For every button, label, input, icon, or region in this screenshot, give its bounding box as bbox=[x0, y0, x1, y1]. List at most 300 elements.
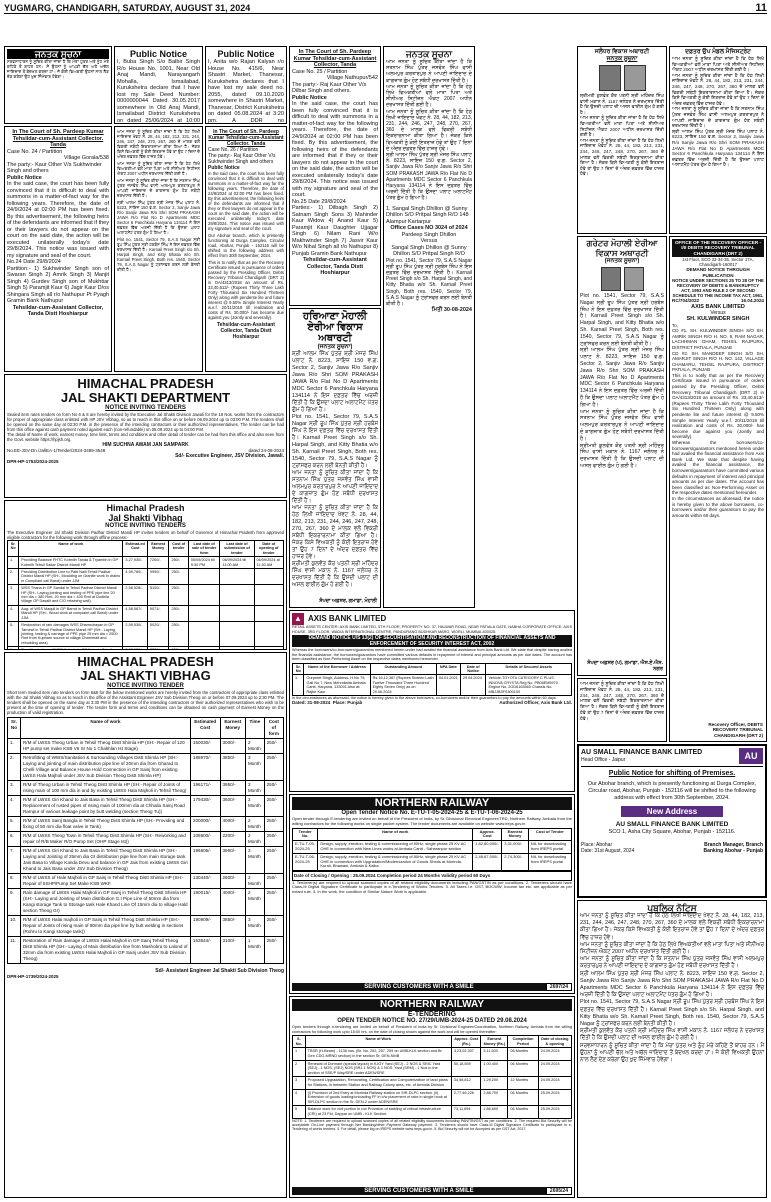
notice-body: ਸ਼੍ਰੀ ਆਲਮ ਸਿੰਘ ਪੁੱਤਰ ਸ਼੍ਰੀ ਮੇਜਰ ਸਿੰਘ ਪਲਾਟ ਨੰ. 8223, ਸਾਇਜ਼ 150 ਵ.ਗ. Sector 2, Sanjiv Jawa R/o Sanjiv Jawa R/o Shri SOM PRAKASH JAWA R/o Flat No D Apartments MDC Sector 6 Panchkula Haryana 134114 ਨੇ ਇਸ ਦਫ਼ਤਰ ਵਿੱਚ ਅਰਜ਼ੀ ਦਿੱਤੀ ਹੈ ਕਿ ਉਸਦਾ ਪਲਾਟ ਅਲਾਟਮੈਂਟ ਪੱਤਰ ਗੁੰਮ ਹੋ ਗਿਆ ਹੈ। bbox=[292, 351, 378, 413]
date-line: No.24 Date 29/8/2024 bbox=[7, 259, 61, 265]
drt-cd2: CD #2. SH. MANDEEP SINGH S/O SH. AMARJIT SINGH R/O H. NO. 142, VILLAGE CHAMARU, TEHSIL RAJPURA, DISTRICT PATIALA, PUNJAB bbox=[672, 350, 764, 373]
nr1-cell: E-TU-T-06-2024-25 bbox=[293, 853, 318, 870]
axis-col-header: Details of Secured Assets bbox=[486, 663, 572, 675]
nr-intro: Open tenders through e-tendering are invited on behalf of President of India by Sr. Divisional Engineer/Coordination, Northern Railway, Ambala from the willing contractors for following work upto 15:00 hrs. on the date of closing shown against the work and will be opened thereafter: bbox=[292, 1025, 572, 1034]
notice-body-3: ਆਮ ਜਨਤਾ ਨੂੰ ਸੂਚਿਤ ਕੀਤਾ ਜਾਂਦਾ ਹੈ ਕਿ ਹੇਠ ਲਿਖੀ ਜਾਇਦਾਦ ਖੇਵਟ ਨੰ. 28, 44, 182, 213, 231, 244, 246, 247, 248, 270, 267, 360 ਦੇ ਮਾਲਕ ਵਲੋਂ ਵਿਕਰੀ ਸਬੰਧੀ ਇਕਰਾਰਨਾਮਾ ਕੀਤਾ ਗਿਆ ਹੈ। ਜੇਕਰ ਕਿਸੇ ਵਿਅਕਤੀ ਨੂੰ ਕੋਈ ਇਤਰਾਜ਼ ਹੋਵੇ ਤਾਂ ਉਹ 7 ਦਿਨਾਂ ਦੇ ਅੰਦਰ ਦਫ਼ਤਰ ਵਿੱਚ ਹਾਜ਼ਰ ਹੋਵੇ। bbox=[580, 137, 664, 177]
notice-title: ਜਲੰਧਰ ਵਿਕਾਸ ਅਥਾਰਟੀ bbox=[594, 49, 650, 55]
nr2-cell: 06 Months bbox=[508, 1106, 538, 1118]
nr2-cell: 2,77,46,226 bbox=[451, 1089, 481, 1106]
hp2-cell: Aug. of WSS Maquil in GP Barrot in Tehsil Padhar District Mandi HP (SH:- Wood work at complaint call Barot) under JJM. bbox=[19, 605, 123, 621]
hp3-cell: 150030/- bbox=[190, 739, 220, 754]
signature: Tehsildar-cum-Assistant Collector, Tanda Distt Hoshiarpur bbox=[303, 257, 367, 276]
nr2-col-header: Approx. Cost (Rs.) bbox=[451, 1036, 481, 1048]
hp3-col-header: Sr. No bbox=[8, 718, 21, 739]
nr2-cell: 50,18,559 bbox=[451, 1060, 481, 1077]
notice-title: ਹਰਿਆਣਾ ਮੋਹਾਲੀ ਏਰੀਆ ਵਿਕਾਸ ਅਥਾਰਟੀ bbox=[303, 311, 367, 344]
hp2-row bbox=[8, 605, 284, 621]
court-notice-tanda-case-26 bbox=[205, 126, 287, 372]
notice-intro: Short term Sealed item rate tenders on form 6&8 for the below mentioned works are hereby invited from the contractors of appropriate class enlisted with the Jal Shakti Vibhag so as to reach in the office of the Assistant Engineer JSV Sub Division Theog on or before 07.09.2024 up to 2:30 PM. The tenders shall be opened on the same day at 3:30 PM in the presence of the intending contractors or their authorized representatives who wish to be present at the time of opening of tender. The tender form and terms and conditions can be obtained on cash payment of Earnest Money on the production of valid registration. bbox=[7, 690, 284, 715]
hp2-cell: 5. bbox=[8, 622, 19, 647]
nr2-cell: 12 Months bbox=[508, 1077, 538, 1089]
notice-sub: ਜਨਤਕ ਸੂਚਨਾ bbox=[606, 56, 638, 62]
notice-title-3: NOTICE INVITING TENDER bbox=[107, 683, 184, 689]
nr2-row bbox=[293, 1048, 572, 1060]
notice-body: Plot no. 1541, Sector 79, S.A.S Nagar ਸ੍ਰੀ ਰੂਪ ਸਿੰਘ ਪੁੱਤਰ ਸ੍ਰੀ ਹਰਬੰਸ ਸਿੰਘ ਨੇ ਇਸ ਦਫ਼ਤਰ ਵਿੱਚ ਦਰਖਾਸਤ ਦਿੱਤੀ ਹੈ। Karnail Preet Singh s/o Sh. Harpal Singh, and Kitty Bhatia w/o Sh. Karnail Preet Singh, Both res. 1540, Sector 79, S.A.S Nagar ਨੂੰ ਟ੍ਰਾਂਸਫਰ ਕਰਨ ਲਈ ਬੇਨਤੀ ਕੀਤੀ ਹੈ। bbox=[580, 293, 664, 347]
nr2-cell: 1,86,600 bbox=[481, 1106, 508, 1118]
hp3-cell: 3 Month bbox=[245, 916, 264, 937]
hp3-cell: 3850/- bbox=[220, 754, 245, 781]
hp2-col-header: Name of work bbox=[19, 541, 123, 557]
punjabi-court-notice bbox=[114, 126, 203, 372]
axis-cell: Gurpreet Singh, Address- H.No 79, Gali No 7, New Mehndiatta Ambala Cantt, Haryana, 133001 Also at: Rajbir Kaur bbox=[304, 675, 370, 696]
hp2-cell: 250/- bbox=[169, 557, 188, 569]
hp2-col-header: Earnest Money bbox=[147, 541, 169, 557]
persons-list: Parties:- 1) Dilbagh Singh 2) Satnam Singh Sons 3) Mahinder Kaur Widow 4) Anand Kaur 5) Paramjit Kaur Daughter Ujjagar Singh 6) Nilam Rani W/o Makhwinder Singh 7) Jasvir Kaur W/o Nihal Singh all r/o Nathupur 8) Punjab Gramin Bank Nathupur bbox=[292, 205, 378, 257]
parties: The party:- Raj Kaur Other V/s Sukhwinder Singh and others bbox=[208, 153, 276, 165]
nr2-cell: 2 bbox=[293, 1060, 306, 1077]
hp3-row bbox=[8, 874, 284, 889]
hp2-cell: 06/09/2024 till 11:00 AM bbox=[220, 557, 254, 569]
notice-body-2: Plot no. 1541, Sector 79, S.A.S Nagar ਸ੍ਰੀ ਰੂਪ ਸਿੰਘ ਪੁੱਤਰ ਸ੍ਰੀ ਹਰਬੰਸ ਸਿੰਘ ਨੇ ਇਸ ਦਫ਼ਤਰ ਵਿੱਚ ਦਰਖਾਸਤ ਦਿੱਤੀ ਹੈ। Karnail Preet Singh s/o Sh. Harpal Singh, and Kitty Bhatia w/o Sh. Karnail Preet Singh, Both res. 1540, Sector 79, S.A.S Nagar ਨੂੰ ਟ੍ਰਾਂਸਫਰ ਕਰਨ ਲਈ ਬੇਨਤੀ ਕੀਤੀ ਹੈ। bbox=[292, 414, 378, 469]
hp3-cell: 4000/- bbox=[220, 889, 245, 916]
notice-body: ਸ਼੍ਰੀਮਤੀ ਕੁਲਵੰਤ ਕੌਰ ਪਤਨੀ ਸ਼੍ਰੀ ਮਹਿੰਦਰ ਸਿੰਘ ਵਾਸੀ ਮਕਾਨ ਨੰ. 1167 ਜਲੰਧਰ ਨੇ ਦਰਖਾਸਤ ਦਿੱਤੀ ਹੈ ਕਿ ਉਸਦੀ ਪਲਾਟ ਦੀ ਅਸਲ ਫਾਈਲ ਗੁੰਮ ਹੋ ਗਈ ਹੈ। bbox=[580, 93, 664, 115]
date-line: No.25 Date 29/8/2024 bbox=[292, 198, 346, 205]
hp3-cell: 130440/- bbox=[190, 874, 220, 889]
nr-tender-table bbox=[292, 828, 572, 872]
nr2-cell: 06 Months bbox=[508, 1060, 538, 1077]
signature: Sd/- Assistant Engineer Jal Shakti Sub Division Theog bbox=[155, 968, 284, 974]
nr-tender-table bbox=[292, 1035, 572, 1118]
notice-title: ਪਬਲਿਕ ਨੋਟਿਸ bbox=[647, 903, 697, 913]
hp3-cell: 2600/- bbox=[220, 874, 245, 889]
ref-date: dated 24-08-2024 bbox=[248, 448, 284, 453]
axis-date: Dated: 31-08-2024 bbox=[292, 700, 331, 706]
nr2-cell: (i) Provision of 2nd Entry at Morinda Railway station on SIR-DLPC section. (ii) Extension of goods loading/unloading FF in c/w placement of rake in single hook at SIR-DLPC section in the Sr. DEN-2 under ADEN/SRE bbox=[305, 1089, 451, 1106]
hp3-cell: R/M of LWSS of Hale Majholi in GP Sainj in Tehsil Theog Distt Shimla HP (SH:- Repair of 5SHP/Pump Set Make KSB WKF. bbox=[20, 874, 190, 889]
au-title: Public Notice for shifting of Premises. bbox=[608, 770, 736, 777]
hp2-cell: 9071/- bbox=[147, 605, 169, 621]
notice-body-2: ਆਮ ਜਨਤਾ ਨੂੰ ਸੂਚਿਤ ਕੀਤਾ ਜਾਂਦਾ ਹੈ ਕਿ ਹੇਠ ਲਿਖੀ ਜਾਇਦਾਦ ਖੇਵਟ ਨੰ. 28, 44, 182, 213, 231, 244, 246, 247, 248, 270, 267, 360 ਦੇ ਮਾਲਕ ਵਲੋਂ ਵਿਕਰੀ ਸਬੰਧੀ ਇਕਰਾਰਨਾਮਾ ਕੀਤਾ ਗਿਆ ਹੈ। ਜੇਕਰ ਕਿਸੇ ਵਿਅਕਤੀ ਨੂੰ ਕੋਈ ਇਤਰਾਜ਼ ਹੋਵੇ ਤਾਂ ਉਹ 7 ਦਿਨਾਂ ਦੇ ਅੰਦਰ ਦਫ਼ਤਰ ਵਿੱਚ ਹਾਜ਼ਰ ਹੋਵੇ। bbox=[672, 72, 764, 106]
hp3-cell: R/M of Theog Urban in Tehsil Theog Distt Shimla HP (SH:- Repair of Joints of rising main of 100 mm dia in and by existing LWSS Hala Majholi in Tehsil Theog) bbox=[20, 781, 190, 796]
punjabi-public-notice-bottom-right bbox=[577, 900, 767, 1198]
hp3-cell: R/M of LWSS Sainj Bangla in Tehsil Theog Distt Shimla HP (SH:- Providing and fixing of 50 mm dia float valve in Tank) bbox=[20, 817, 190, 832]
hp2-cell: 2,58,528/- bbox=[123, 585, 147, 606]
hp3-cell: 200000/- bbox=[190, 817, 220, 832]
notice-body: ਆਮ ਜਨਤਾ ਨੂੰ ਸੂਚਿਤ ਕੀਤਾ ਜਾਂਦਾ ਹੈ ਕਿ ਹੇਠ ਲਿਖੀ ਜਾਇਦਾਦ ਖੇਵਟ ਨੰ. 28, 44, 182, 213, 231, 244, 246, 247, 248, 270, 267, 360 ਦੇ ਮਾਲਕ ਵਲੋਂ ਵਿਕਰੀ ਸਬੰਧੀ ਇਕਰਾਰਨਾਮਾ ਕੀਤਾ ਗਿਆ ਹੈ। ਜੇਕਰ ਕਿਸੇ ਵਿਅਕਤੀ ਨੂੰ ਕੋਈ ਇਤਰਾਜ਼ ਹੋਵੇ ਤਾਂ ਉਹ 7 ਦਿਨਾਂ ਦੇ ਅੰਦਰ ਦਫ਼ਤਰ ਵਿੱਚ ਹਾਜ਼ਰ ਹੋਵੇ। bbox=[117, 129, 200, 159]
public-notice-buba-singh bbox=[114, 46, 203, 124]
signature: Tehsildar-cum-Assistant Collector, Tanda Distt Hoshiarpur bbox=[12, 304, 104, 317]
notice-subtitle: (ਜਨਤਕ ਸੂਚਨਾ) bbox=[604, 258, 640, 264]
notice-body-5: Plot no. 1541, Sector 79, S.A.S Nagar ਸ੍ਰੀ ਰੂਪ ਸਿੰਘ ਪੁੱਤਰ ਸ੍ਰੀ ਹਰਬੰਸ ਸਿੰਘ ਨੇ ਇਸ ਦਫ਼ਤਰ ਵਿੱਚ ਦਰਖਾਸਤ ਦਿੱਤੀ ਹੈ। Karnail Preet Singh s/o Sh. Harpal Singh, and Kitty Bhatia w/o Sh. Karnail Preet Singh, Both res. 1540, Sector 79, S.A.S Nagar ਨੂੰ ਟ੍ਰਾਂਸਫਰ ਕਰਨ ਲਈ ਬੇਨਤੀ ਕੀਤੀ ਹੈ। bbox=[580, 999, 764, 1028]
hp3-row bbox=[8, 916, 284, 937]
notice-body: ਸਰਵਸਾਧਾਰਨ ਨੂੰ ਸੂਚਿਤ ਕੀਤਾ ਜਾਂਦਾ ਹੈ ਕਿ ਮੇਰਾ ਪੁੱਤਰ ਅਤੇ ਨੂੰਹ ਮੇਰੇ ਕਹਿਣੇ ਤੋਂ ਬਾਹਰ ਹਨ। ਮੈਂ ਉਹਨਾਂ ਨੂੰ ਆਪਣੀ ਚੱਲ ਅਤੇ ਅਚੱਲ ਜਾਇਦਾਦ ਤੋਂ ਬੇਦਖਲ ਕਰਦਾ ਹਾਂ। ਜੇ ਕੋਈ ਵਿਅਕਤੀ ਉਹਨਾਂ ਨਾਲ ਲੈਣ ਦੇਣ ਕਰੇਗਾ ਉਹ ਖੁਦ ਜਿੰਮੇਵਾਰ ਹੋਵੇਗਾ। bbox=[7, 59, 109, 79]
hp3-cell: 3950/- bbox=[220, 781, 245, 796]
northern-railway-tender-1 bbox=[289, 794, 575, 994]
hp2-cell bbox=[188, 585, 220, 606]
hp2-cell bbox=[220, 585, 254, 606]
au-bank-name: AU SMALL FINANCE BANK LIMITED bbox=[581, 748, 703, 756]
person-photo bbox=[624, 65, 646, 91]
nr2-cell: 2,88,700 bbox=[481, 1089, 508, 1106]
notice-body-5: Plot no. 1541, Sector 79, S.A.S Nagar ਸ੍ਰੀ ਰੂਪ ਸਿੰਘ ਪੁੱਤਰ ਸ੍ਰੀ ਹਰਬੰਸ ਸਿੰਘ ਨੇ ਇਸ ਦਫ਼ਤਰ ਵਿੱਚ ਦਰਖਾਸਤ ਦਿੱਤੀ ਹੈ। Karnail Preet Singh s/o Sh. Harpal Singh, and Kitty Bhatia w/o Sh. Karnail Preet Singh, Both res. 1540, Sector 79, S.A.S Nagar ਨੂੰ ਟ੍ਰਾਂਸਫਰ ਕਰਨ ਲਈ ਬੇਨਤੀ ਕੀਤੀ ਹੈ। bbox=[117, 237, 200, 272]
axis-row bbox=[293, 675, 572, 696]
drt-date: 16.04.2024 bbox=[741, 298, 764, 304]
nr2-row bbox=[293, 1089, 572, 1106]
signature: Sd/- Executive Engineer, JSV Division, Jawali. bbox=[175, 453, 284, 460]
notice-body-7: ਸਰਵਸਾਧਾਰਨ ਨੂੰ ਸੂਚਿਤ ਕੀਤਾ ਜਾਂਦਾ ਹੈ ਕਿ ਮੇਰਾ ਪੁੱਤਰ ਅਤੇ ਨੂੰਹ ਮੇਰੇ ਕਹਿਣੇ ਤੋਂ ਬਾਹਰ ਹਨ। ਮੈਂ ਉਹਨਾਂ ਨੂੰ ਆਪਣੀ ਚੱਲ ਅਤੇ ਅਚੱਲ ਜਾਇਦਾਦ ਤੋਂ ਬੇਦਖਲ ਕਰਦਾ ਹਾਂ। ਜੇ ਕੋਈ ਵਿਅਕਤੀ ਉਹਨਾਂ ਨਾਲ ਲੈਣ ਦੇਣ ਕਰੇਗਾ ਉਹ ਖੁਦ ਜਿੰਮੇਵਾਰ ਹੋਵੇਗਾ। bbox=[580, 1042, 764, 1064]
nr1-row bbox=[293, 841, 572, 854]
nr1-row bbox=[293, 853, 572, 870]
office-case: Office Cases NO 3024 of 2024 bbox=[390, 225, 468, 232]
notice-body-2: ਆਮ ਜਨਤਾ ਨੂੰ ਸੂਚਿਤ ਕੀਤਾ ਜਾਂਦਾ ਹੈ ਕਿ ਹੇਠ ਲਿਖੇ ਵਿਅਕਤੀਆਂ ਵਲੋਂ ਮਾਤਾ ਪਿਤਾ ਅਤੇ ਸੀਨੀਅਰ ਸਿਟੀਜ਼ਨ ਐਕਟ 2007 ਅਧੀਨ ਦਰਖਾਸਤ ਦਿੱਤੀ ਗਈ ਹੈ। bbox=[580, 115, 664, 138]
nr1-cell: Design, supply, erection, testing & commissioning of 80Hz, single phase 25 KV AC OHE in connection with New Lines works at Ambala Cantt - Saharanpur section bbox=[318, 841, 473, 854]
hp3-cell: R/M of LWSS Theog Urban in Tehsil Theog Distt Shimla HP (SH:- Repair of 120 HP pump set make KSB V6 Sr No 1 Chakhlan Ist Stage) bbox=[20, 739, 190, 754]
nr-title-2: E-TENDERING bbox=[407, 1011, 457, 1018]
court-notice-tanda-case-24 bbox=[4, 126, 112, 372]
hp2-cell bbox=[19, 647, 123, 650]
notice-body: ਆਮ ਜਨਤਾ ਨੂੰ ਸੂਚਿਤ ਕੀਤਾ ਜਾਂਦਾ ਹੈ ਕਿ ਸਤਨਾਮ ਸਿੰਘ ਪੁੱਤਰ ਜਸਵੰਤ ਸਿੰਘ ਵਾਸੀ ਅਲਮਪੁਰ ਕਰਤਾਰਪੁਰ ਨੇ ਆਪਣੀ ਜਾਇਦਾਦ ਦੇ ਕਾਗਜ਼ਾਤ ਗੁੰਮ ਹੋਣ ਸਬੰਧੀ ਦਰਖਾਸਤ ਦਿੱਤੀ ਹੈ। bbox=[386, 59, 472, 84]
nr-subtitle: Open Tender Notice No. E-TU-T-05-2024-25 & E-TU-T-06-2024-25 bbox=[341, 810, 523, 816]
hp2-cell bbox=[188, 647, 220, 650]
notice-body-2: ਆਮ ਜਨਤਾ ਨੂੰ ਸੂਚਿਤ ਕੀਤਾ ਜਾਂਦਾ ਹੈ ਕਿ ਹੇਠ ਲਿਖੇ ਵਿਅਕਤੀਆਂ ਵਲੋਂ ਮਾਤਾ ਪਿਤਾ ਅਤੇ ਸੀਨੀਅਰ ਸਿਟੀਜ਼ਨ ਐਕਟ 2007 ਅਧੀਨ ਦਰਖਾਸਤ ਦਿੱਤੀ ਗਈ ਹੈ। bbox=[580, 941, 764, 956]
punjabi-notice-top-left bbox=[4, 46, 112, 124]
notice-title-2: JAL SHAKTI DEPARTMENT bbox=[60, 390, 231, 405]
hp3-cell: R/M of LWSS Giri Khand to Jais Basa in Tehsil Theog Distt Shimla HP (SH:- Replacement of rusted pipes of rising main of 100mm dia at Chhaila Sainj Road Rampur of various leakage point by butt welding (section Theog Tu)) bbox=[20, 796, 190, 817]
notice-body-3: ਆਮ ਜਨਤਾ ਨੂੰ ਸੂਚਿਤ ਕੀਤਾ ਜਾਂਦਾ ਹੈ ਕਿ ਸਤਨਾਮ ਸਿੰਘ ਪੁੱਤਰ ਜਸਵੰਤ ਸਿੰਘ ਵਾਸੀ ਅਲਮਪੁਰ ਕਰਤਾਰਪੁਰ ਨੇ ਆਪਣੀ ਜਾਇਦਾਦ ਦੇ ਕਾਗਜ਼ਾਤ ਗੁੰਮ ਹੋਣ ਸਬੰਧੀ ਦਰਖਾਸਤ ਦਿੱਤੀ ਹੈ। bbox=[580, 408, 664, 442]
nr2-cell: 5 bbox=[293, 1106, 306, 1118]
respondent: Sangal Singh Dhillon @ Sunny Dhillon S/O Pritpal Singh R/O bbox=[391, 244, 467, 258]
nr2-col-header: Earnest Money (Rs.) bbox=[481, 1036, 508, 1048]
nr2-row bbox=[293, 1060, 572, 1077]
court-body: In the said case, the court has been fully convinced that it is difficult to deal with summons in a matter-of-fact way for the following years. Therefore, the date of 24/9/2024 at 02:00 PM has been fixed. By this advertisement, the following heirs of the defendants are informed that if they or their lawyers do not appear on the court on the said date, the action will be executed unilaterally today's date 29/8/2024. This notice was issued with my signature and seal of the court. bbox=[7, 181, 109, 259]
hp3-cell: 4000/- bbox=[220, 817, 245, 832]
hp2-row bbox=[8, 622, 284, 647]
notice-body-4: ਸ਼੍ਰੀ ਆਲਮ ਸਿੰਘ ਪੁੱਤਰ ਸ਼੍ਰੀ ਮੇਜਰ ਸਿੰਘ ਪਲਾਟ ਨੰ. 8223, ਸਾਇਜ਼ 150 ਵ.ਗ. Sector 2, Sanjiv Jawa R/o Sanjiv Jawa R/o Shri SOM PRAKASH JAWA R/o Flat No D Apartments MDC Sector 6 Panchkula Haryana 134114 ਨੇ ਇਸ ਦਫ਼ਤਰ ਵਿੱਚ ਅਰਜ਼ੀ ਦਿੱਤੀ ਹੈ ਕਿ ਉਸਦਾ ਪਲਾਟ ਅਲਾਟਮੈਂਟ ਪੱਤਰ ਗੁੰਮ ਹੋ ਗਿਆ ਹੈ। bbox=[580, 970, 764, 999]
hp2-cell: 3,27,930/- bbox=[123, 557, 147, 569]
hp2-cell: 2,59,530/- bbox=[123, 622, 147, 647]
hp2-cell bbox=[169, 647, 188, 650]
hp3-cell: 250/- bbox=[264, 874, 283, 889]
hp2-row bbox=[8, 557, 284, 569]
nr2-col-header: Date of closing & opening bbox=[538, 1036, 571, 1048]
axis-cell: 1. bbox=[293, 675, 304, 696]
hp3-cell: 3600/- bbox=[220, 796, 245, 817]
nr-subtitle: OPEN TENDER NOTICE NO. 27/29/UMB-2024-25 DATED 29.08.2024 bbox=[337, 1018, 527, 1024]
notice-body-5: Plot no. 1541, Sector 79, S.A.S Nagar ਸ੍ਰੀ ਰੂਪ ਸਿੰਘ ਪੁੱਤਰ ਸ੍ਰੀ ਹਰਬੰਸ ਸਿੰਘ ਨੇ ਇਸ ਦਫ਼ਤਰ ਵਿੱਚ ਦਰਖਾਸਤ ਦਿੱਤੀ ਹੈ। Karnail Preet Singh s/o Sh. Harpal Singh, and Kitty Bhatia w/o Sh. Karnail Preet Singh, Both res. 1540, Sector 79, S.A.S Nagar ਨੂੰ ਟ੍ਰਾਂਸਫਰ ਕਰਨ ਲਈ ਬੇਨਤੀ ਕੀਤੀ ਹੈ। bbox=[386, 257, 472, 308]
nr-code: 2695/24 bbox=[546, 1187, 572, 1195]
hp3-col-header: Estimated Cost bbox=[190, 718, 220, 739]
hp2-cell: 3. bbox=[8, 585, 19, 606]
hp3-cell: 2. bbox=[8, 754, 21, 781]
northern-railway-tender-2 bbox=[289, 996, 575, 1198]
punjabi-legal-notice-col5 bbox=[383, 46, 475, 608]
parties: The party:- Raj Kaur Other V/s Dilbar Singh and others. bbox=[292, 81, 367, 94]
hp2-cell: 5020/- bbox=[147, 622, 169, 647]
nr2-cell: 4 bbox=[293, 1089, 306, 1106]
hp3-cell: 188970/- bbox=[190, 754, 220, 781]
hp3-cell: Retrofitting of WWS/Sanitation & Surrounding Villages Distt Shimla HP (SH:- Laying and jointing of main distribution pipe line of 20mm dia from Gharad to Chelli Village and Balance House Hold Connection in GP Sainj from existing LWSS Hala Majholi under JSV Sub Division Theog Distt Shimla HP) bbox=[20, 754, 190, 781]
nr-title: NORTHERN RAILWAY bbox=[292, 797, 572, 810]
hp3-cell: 250/- bbox=[264, 817, 283, 832]
nr2-col-header: Completion Period bbox=[508, 1036, 538, 1048]
hp3-cell: 3 Month bbox=[245, 847, 264, 874]
axis-cell: Rs.16,12,387 (Rupees Sixteen Lakh Twelve Thousand Three Hundred Eighty Seven Only) as on 29.06.2024 bbox=[370, 675, 436, 696]
hp3-cell: 250/- bbox=[264, 847, 283, 874]
court-body-3: This is to notify that as per the Recovery Certificate issued in pursuance of orders passed by the Presiding Officer, Debts Recovery Tribunal Chandigarh (DRT 2) in OA/4313/2018 an amount of Rs. 33,40,613/- (Rupees Thirty Three Lakh Forty Thousand Six Hundred Thirteen Only) along with pendente lite and future interest @ 9.50% Simple Interest Yearly w.e.f. 20/11/2018 till realization and costs of Rs. 30,000/- has become due against you (Jointly and severally). bbox=[208, 260, 284, 320]
court-notice-tanda-case-25 bbox=[289, 46, 381, 306]
gmada-notice bbox=[577, 236, 667, 676]
public-notice-anita bbox=[205, 46, 287, 124]
dpr-code: DPR-HP-1739/2024-2025 bbox=[7, 974, 59, 979]
hp3-cell: 2 Month bbox=[245, 796, 264, 817]
hp3-row bbox=[8, 832, 284, 847]
hp2-cell: 2. bbox=[8, 569, 19, 585]
au-bank-sub: Head Office - Jaipur bbox=[581, 757, 626, 764]
axis-col-header: Sr. No bbox=[293, 663, 304, 675]
notice-title-1: HIMACHAL PRADESH bbox=[77, 654, 214, 669]
notice-body: ਆਮ ਜਨਤਾ ਨੂੰ ਸੂਚਿਤ ਕੀਤਾ ਜਾਂਦਾ ਹੈ ਕਿ ਹੇਠ ਲਿਖੀ ਜਾਇਦਾਦ ਖੇਵਟ ਨੰ. 28, 44, 182, 213, 231, 244, 246, 247, 248, 270, 267, 360 ਦੇ ਮਾਲਕ ਵਲੋਂ ਵਿਕਰੀ ਸਬੰਧੀ ਇਕਰਾਰਨਾਮਾ ਕੀਤਾ ਗਿਆ ਹੈ। ਜੇਕਰ ਕਿਸੇ ਵਿਅਕਤੀ ਨੂੰ ਕੋਈ ਇਤਰਾਜ਼ ਹੋਵੇ ਤਾਂ ਉਹ 7 ਦਿਨਾਂ ਦੇ ਅੰਦਰ ਦਫ਼ਤਰ ਵਿੱਚ ਹਾਜ਼ਰ ਹੋਵੇ। bbox=[580, 913, 764, 941]
nr1-col-header: Earnest Money bbox=[502, 828, 529, 841]
nr1-cell: Design, supply, erection, testing & commissioning of 80Hz, single phase 25 KV AC OHE in connection with Upgradation/Modernization of Goods Sheds at Morinda, Kurali, Bhawani, Ambala & Kalka bbox=[318, 853, 473, 870]
hp-jal-shakti-notice-padhar bbox=[4, 500, 287, 650]
hp3-cell: 3950/- bbox=[220, 847, 245, 874]
notice-body: ਆਮ ਜਨਤਾ ਨੂੰ ਸੂਚਿਤ ਕੀਤਾ ਜਾਂਦਾ ਹੈ ਕਿ ਹੇਠ ਲਿਖੀ ਜਾਇਦਾਦ ਖੇਵਟ ਨੰ. 28, 44, 182, 213, 231, 244, 246, 247, 248, 270, 267, 360 ਦੇ ਮਾਲਕ ਵਲੋਂ ਵਿਕਰੀ ਸਬੰਧੀ ਇਕਰਾਰਨਾਮਾ ਕੀਤਾ ਗਿਆ ਹੈ। ਜੇਕਰ ਕਿਸੇ ਵਿਅਕਤੀ ਨੂੰ ਕੋਈ ਇਤਰਾਜ਼ ਹੋਵੇ ਤਾਂ ਉਹ 7 ਦਿਨਾਂ ਦੇ ਅੰਦਰ ਦਫ਼ਤਰ ਵਿੱਚ ਹਾਜ਼ਰ ਹੋਵੇ। bbox=[580, 681, 664, 721]
hp2-cell: 4,99,780/- bbox=[123, 569, 147, 585]
nr2-cell: 1,29,200 bbox=[481, 1077, 508, 1089]
hp2-cell bbox=[254, 622, 283, 647]
nr2-cell: 1,00,400 bbox=[481, 1060, 508, 1077]
hp3-cell: 6. bbox=[8, 832, 21, 847]
notice-body-3: ਆਮ ਜਨਤਾ ਨੂੰ ਸੂਚਿਤ ਕੀਤਾ ਜਾਂਦਾ ਹੈ ਕਿ ਹੇਠ ਲਿਖੀ ਜਾਇਦਾਦ ਖੇਵਟ ਨੰ. 28, 44, 182, 213, 231, 244, 246, 247, 248, 270, 267, 360 ਦੇ ਮਾਲਕ ਵਲੋਂ ਵਿਕਰੀ ਸਬੰਧੀ ਇਕਰਾਰਨਾਮਾ ਕੀਤਾ ਗਿਆ ਹੈ। ਜੇਕਰ ਕਿਸੇ ਵਿਅਕਤੀ ਨੂੰ ਕੋਈ ਇਤਰਾਜ਼ ਹੋਵੇ ਤਾਂ ਉਹ 7 ਦਿਨਾਂ ਦੇ ਅੰਦਰ ਦਫ਼ਤਰ ਵਿੱਚ ਹਾਜ਼ਰ ਹੋਵੇ। bbox=[386, 108, 472, 152]
hp3-cell: 10. bbox=[8, 916, 21, 937]
nr2-cell: 25.09.2024 bbox=[538, 1106, 571, 1118]
nr1-col-header: Approx. Cost bbox=[473, 828, 502, 841]
hp3-cell: 250/- bbox=[264, 832, 283, 847]
hp2-cell: 250/- bbox=[169, 585, 188, 606]
hp2-cell bbox=[220, 605, 254, 621]
hp-jal-shakti-notice-jawali bbox=[4, 374, 287, 498]
public-notice-label: Public Notice bbox=[208, 165, 240, 171]
nr2-cell: 3 bbox=[293, 1077, 306, 1089]
axis-col-header: NPA Date bbox=[436, 663, 460, 675]
persons-list: Partition:- 1) Sukhwinder Singh son of Swaran Singh 2) Amrik Singh 3) Manjit Singh 4) Gurdev Singh son of Mukhtiar Singh 5) Paramjit Kaur 6) Jagir Kaur D/os Shingara Singh all r/o Nathupur Pt Pyagh Gramin Bank Nathupur bbox=[7, 265, 109, 304]
hp3-cell: 3. bbox=[8, 781, 21, 796]
haryana-area-development-notice bbox=[289, 308, 381, 608]
hp2-cell: 250/- bbox=[169, 605, 188, 621]
axis-logo-icon: ▲ bbox=[292, 613, 304, 625]
nr-code: 2697/24 bbox=[546, 983, 572, 991]
hp3-cell: 250/- bbox=[264, 889, 283, 916]
parties: The party:- Kaur Other V/s Sukhwinder Singh and others bbox=[7, 161, 102, 174]
drt-to: To, bbox=[672, 322, 679, 328]
au-logo-icon: AU bbox=[739, 748, 763, 764]
notice-intro: The Executive Engineer Jal Shakti Division Padhar District Mandi HP invites tenders on behalf of Governor of Himachal Pradesh from approved eligible contractors for the following work through offline process:- bbox=[7, 530, 284, 540]
drt-bank: AXIS BANK LIMITED bbox=[691, 303, 745, 310]
au-bank-notice bbox=[577, 744, 767, 898]
hp3-cell: 2 Month bbox=[245, 874, 264, 889]
nr2-cell: 1 bbox=[293, 1048, 306, 1060]
notice-body-3: ਆਮ ਜਨਤਾ ਨੂੰ ਸੂਚਿਤ ਕੀਤਾ ਜਾਂਦਾ ਹੈ ਕਿ ਸਤਨਾਮ ਸਿੰਘ ਪੁੱਤਰ ਜਸਵੰਤ ਸਿੰਘ ਵਾਸੀ ਅਲਮਪੁਰ ਕਰਤਾਰਪੁਰ ਨੇ ਆਪਣੀ ਜਾਇਦਾਦ ਦੇ ਕਾਗਜ਼ਾਤ ਗੁੰਮ ਹੋਣ ਸਬੰਧੀ ਦਰਖਾਸਤ ਦਿੱਤੀ ਹੈ। bbox=[580, 956, 764, 970]
notice-title: ਦਫ਼ਤਰ ਉਪ ਮੰਡਲ ਮੈਜਿਸਟ੍ਰੇਟ bbox=[685, 49, 751, 55]
nr-footer-bar: SERVING CUSTOMERS WITH A SMILE bbox=[292, 983, 546, 991]
hp2-cell bbox=[254, 647, 283, 650]
hp3-cell: 2 Month bbox=[245, 817, 264, 832]
hp2-cell: 5100/- bbox=[147, 585, 169, 606]
court-body-2: Our Abohar branch, which is presently functioning at Durga Complex, Circular road, Abohar, Punjab - 152116 will be shifted to the following address with effect from 30th September, 2024. bbox=[208, 233, 284, 258]
hp3-cell: 2 Month bbox=[245, 832, 264, 847]
hp3-cell: R/M of LWSS Halai majholi in GP Sainj in Tehsil Theog Distt Shimla HP (SH:- Repair of Joints of rising main of 80mm dia pipe line by butt welding in sections (Rohru to Kangi storage tank)) bbox=[20, 916, 190, 937]
signature: ਸੰਪਦਾ ਅਫ਼ਸਰ (ਪ), ਗਮਾਡਾ, ਐਸ.ਏ.ਐਸ. ਨਗਰ bbox=[587, 660, 663, 672]
nr-notes: NOTE: 1. Tenderers are required to upload scanned copies of all related eligibility documents including PAN/TIN/GST as per conditions. 2. The required Bid Security will be acceptable On-Line payment through Net Banking/other Payment Gateway payment. 3. Tenderers should have Class-III Digital Signature Certificate to participate in e-Tendering of works tenders. 4. For detail, please log on IREPS website www.ireps.gov.in. 5. Bid Security will not be Accepted as per GST Act, 2017. bbox=[292, 1118, 572, 1132]
person-photo bbox=[601, 267, 621, 291]
notice-body-4: ਆਮ ਜਨਤਾ ਨੂੰ ਸੂਚਿਤ ਕੀਤਾ ਜਾਂਦਾ ਹੈ ਕਿ ਹੇਠ ਲਿਖੀ ਜਾਇਦਾਦ ਖੇਵਟ ਨੰ. 28, 44, 182, 213, 231, 244, 246, 247, 248, 270, 267, 360 ਦੇ ਮਾਲਕ ਵਲੋਂ ਵਿਕਰੀ ਸਬੰਧੀ ਇਕਰਾਰਨਾਮਾ ਕੀਤਾ ਗਿਆ ਹੈ। ਜੇਕਰ ਕਿਸੇ ਵਿਅਕਤੀ ਨੂੰ ਕੋਈ ਇਤਰਾਜ਼ ਹੋਵੇ ਤਾਂ ਉਹ 7 ਦਿਨਾਂ ਦੇ ਅੰਦਰ ਦਫ਼ਤਰ ਵਿੱਚ ਹਾਜ਼ਰ ਹੋਵੇ। bbox=[292, 505, 378, 560]
hp3-cell: 250/- bbox=[264, 754, 283, 781]
names: 1. Sangal Singh Dhillon @ Sunny Dhillon S/O Pritpal Singh R/O 148 Alampur Kartarpur bbox=[386, 205, 469, 225]
hp2-cell: 4,58,567/- bbox=[123, 605, 147, 621]
notice-title: Public Notice bbox=[129, 49, 187, 59]
nr2-cell: 3,11,500 bbox=[481, 1048, 508, 1060]
hp3-cell: Rain damage of LWSS Halai Majholi in GP Sainj in Tehsil Theog Distt Shimla HP (SH:- Laying and Jointing of Main distribution G.I Pipe Line of 50mm dia from Kangi storage Tank to Storage tank Hale Khand Line Of 15mm dia to village Hald section Theog Gr) bbox=[20, 889, 190, 916]
nr1-cell: 1,82,80,000/- bbox=[473, 841, 502, 854]
court-body: In the said case, the court has been fully convinced that it is difficult to deal with summons in a matter-of-fact way for the following years. Therefore, the date of 24/9/2024 at 02:00 PM has been fixed. By this advertisement, the following heirs of the defendants are informed that if they or their lawyers do not appear in the court on the said date, the action will be executed unilaterally today's date 29/8/2024. This notice was issued with my signature and seal of the court. bbox=[208, 171, 284, 231]
village: Village Nathupur/542 bbox=[326, 75, 378, 81]
hp3-cell: 250/- bbox=[264, 796, 283, 817]
nr-footer-bar: SERVING CUSTOMERS WITH A SMILE bbox=[292, 1187, 546, 1195]
hp3-cell: 8. bbox=[8, 874, 21, 889]
hp3-cell: R/M of LWSS Giri Khand to Jais Basa in Tehsil Theog Distt Shimla HP (SH:- Laying and Jointing of 25mm dia GI distribution pipe line from main storage tank Jais Basa to Village Kanda Devu and balance in GP Jais from existing LWSS Giri Khand to Jais Basa under JSV Sub Division Theog) bbox=[20, 847, 190, 874]
hp2-cell: Providing Distribution Line to Patti Nalli Tehsil Padhar District Mandi HP (SH:- Moulding on Granite work in drains in Compliant call Barot) under JJM bbox=[19, 569, 123, 585]
case-no: Case No. 25 / Partition bbox=[292, 68, 348, 75]
nr1-cell: NIL for downloading from IREPS portal bbox=[528, 841, 571, 854]
hp3-cell: 2 Month bbox=[245, 889, 264, 916]
hp-jal-shakti-notice-theog bbox=[4, 652, 287, 1198]
drt-line: NOTICE UNDER SECTIONS 25 TO 28 OF THE RECOVERY OF DEBTS & BANKRUPTCY ACT, 1993 AND RULE 2 OF SECOND SCHEDULE TO THE INCOME TAX ACT, 1961. bbox=[672, 278, 764, 299]
tender-table bbox=[7, 540, 284, 650]
notice-body-4: ਸ਼੍ਰੀਮਤੀ ਕੁਲਵੰਤ ਕੌਰ ਪਤਨੀ ਸ਼੍ਰੀ ਮਹਿੰਦਰ ਸਿੰਘ ਵਾਸੀ ਮਕਾਨ ਨੰ. 1167 ਜਲੰਧਰ ਨੇ ਦਰਖਾਸਤ ਦਿੱਤੀ ਹੈ ਕਿ ਉਸਦੀ ਪਲਾਟ ਦੀ ਅਸਲ ਫਾਈਲ ਗੁੰਮ ਹੋ ਗਈ ਹੈ। bbox=[580, 442, 664, 469]
nr2-cell: 73,11,694 bbox=[451, 1106, 481, 1118]
drt-rc: RC/704/2022 bbox=[672, 298, 700, 304]
nr2-cell: 34,58,812 bbox=[451, 1077, 481, 1089]
hp3-cell: 2200/- bbox=[220, 832, 245, 847]
nr1-col-header: Cost of Tender bbox=[528, 828, 571, 841]
hp3-cell: 2 Month bbox=[245, 739, 264, 754]
axis-cell: Vehicle-TOYOTA CATEGORY C PLUS INNOVA CRYSTA Reg No. PB08EM5970 Engine No. 2GD6163560 Chassis No. MBJJB3FS400100 bbox=[486, 675, 572, 696]
hp3-cell: R/M of LWSS Theog Town in Tehsil Theog Distt Shimla HP (SH:- Reworking and repair of R/B Maker R/O Pump Set (OHP Stage Ist)) bbox=[20, 832, 190, 847]
nr2-row bbox=[293, 1077, 572, 1089]
notice-body-4: ਸ਼੍ਰੀ ਆਲਮ ਸਿੰਘ ਪੁੱਤਰ ਸ਼੍ਰੀ ਮੇਜਰ ਸਿੰਘ ਪਲਾਟ ਨੰ. 8223, ਸਾਇਜ਼ 150 ਵ.ਗ. Sector 2, Sanjiv Jawa R/o Sanjiv Jawa R/o Shri SOM PRAKASH JAWA R/o Flat No D Apartments MDC Sector 6 Panchkula Haryana 134114 ਨੇ ਇਸ ਦਫ਼ਤਰ ਵਿੱਚ ਅਰਜ਼ੀ ਦਿੱਤੀ ਹੈ ਕਿ ਉਸਦਾ ਪਲਾਟ ਅਲਾਟਮੈਂਟ ਪੱਤਰ ਗੁੰਮ ਹੋ ਗਿਆ ਹੈ। bbox=[672, 128, 764, 168]
court-title: In The Court of Sh. Pardeep Kumar Tehsildar-cum-Assistant Collector. Tanda bbox=[208, 129, 284, 147]
notice-body: I, Buba Singh S/o Balbir Singh R/o House No. 1001, Near Old Anaj Mandi, Narayangarh Mohalla, Ismailabad, Kurukshetra declare that I have lost my Sale Deed Number: 0000000044 Dated 30.05.2017 somewhere in Old Anaj Mandi, Ismailabad District Kurukshetra on dated 25/06/2024 at 10:00 bbox=[117, 59, 200, 124]
jalandhar-notice-with-photos bbox=[577, 46, 667, 234]
au-place: Place: Abohar bbox=[581, 841, 613, 848]
hp3-row bbox=[8, 754, 284, 781]
notice-body-4: ਸ਼੍ਰੀ ਆਲਮ ਸਿੰਘ ਪੁੱਤਰ ਸ਼੍ਰੀ ਮੇਜਰ ਸਿੰਘ ਪਲਾਟ ਨੰ. 8223, ਸਾਇਜ਼ 150 ਵ.ਗ. Sector 2, Sanjiv Jawa R/o Sanjiv Jawa R/o Shri SOM PRAKASH JAWA R/o Flat No D Apartments MDC Sector 6 Panchkula Haryana 134114 ਨੇ ਇਸ ਦਫ਼ਤਰ ਵਿੱਚ ਅਰਜ਼ੀ ਦਿੱਤੀ ਹੈ ਕਿ ਉਸਦਾ ਪਲਾਟ ਅਲਾਟਮੈਂਟ ਪੱਤਰ ਗੁੰਮ ਹੋ ਗਿਆ ਹੈ। bbox=[117, 200, 200, 235]
notice-title: ਜਨਤਕ ਸੂਚਨਾ bbox=[405, 49, 453, 59]
axis-cell: 04.01.2021 bbox=[436, 675, 460, 696]
hp2-cell bbox=[188, 605, 220, 621]
drt-signature: Recovery Officer, DEBTS RECOVERY TRIBUNAL CHANDIGARH (DRT 2) bbox=[708, 721, 763, 738]
case-no: Case No. 26 / Partition bbox=[208, 147, 259, 153]
hp2-col-header: Estimat-ed Cost bbox=[123, 541, 147, 557]
hp3-col-header: Name of work bbox=[20, 718, 190, 739]
hp3-row bbox=[8, 817, 284, 832]
notice-title: ਜਨਤਕ ਸੂਚਨਾ bbox=[7, 49, 109, 59]
nr2-cell: 06 Months bbox=[508, 1048, 538, 1060]
nr2-cell: 06 Months bbox=[508, 1089, 538, 1106]
notice-body-3: ਆਮ ਜਨਤਾ ਨੂੰ ਸੂਚਿਤ ਕੀਤਾ ਜਾਂਦਾ ਹੈ ਕਿ ਸਤਨਾਮ ਸਿੰਘ ਪੁੱਤਰ ਜਸਵੰਤ ਸਿੰਘ ਵਾਸੀ ਅਲਮਪੁਰ ਕਰਤਾਰਪੁਰ ਨੇ ਆਪਣੀ ਜਾਇਦਾਦ ਦੇ ਕਾਗਜ਼ਾਤ ਗੁੰਮ ਹੋਣ ਸਬੰਧੀ ਦਰਖਾਸਤ ਦਿੱਤੀ ਹੈ। bbox=[672, 106, 764, 129]
hp3-cell: 11. bbox=[8, 937, 21, 964]
notice-subtitle: (ਜਨਤਕ ਸੂਚਨਾ) bbox=[317, 344, 353, 350]
signature: ਸੰਪਦਾ ਅਫ਼ਸਰ, ਗਮਾਡਾ, ਮੋਹਾਲੀ bbox=[319, 598, 377, 604]
nr2-col-header: S. No. bbox=[293, 1036, 306, 1048]
nr-closing: Date of Closing / Opening : 25.09.2024 Completion period 24 Months Validity period 60 Days bbox=[292, 871, 572, 880]
hp2-col-header: Last date of submission of tender bbox=[220, 541, 254, 557]
axis-col-header: Date of Notice bbox=[460, 663, 486, 675]
hp3-cell: 190015/- bbox=[190, 889, 220, 916]
notice-title-2: Jal Shakti Vibhag bbox=[108, 513, 183, 523]
hp2-cell bbox=[220, 622, 254, 647]
hp3-cell: 3100/- bbox=[220, 937, 245, 964]
hp2-cell: 7200/- bbox=[147, 557, 169, 569]
notice-title: Public Notice bbox=[217, 49, 275, 59]
axis-col-header: Outstanding Amount bbox=[370, 663, 436, 675]
nr1-cell: 2,48,67,000/- bbox=[473, 853, 502, 870]
hp3-cell: 250/- bbox=[264, 916, 283, 937]
village: Village Gorala/538 bbox=[63, 155, 109, 161]
nr2-cell: TBSR (H-Beam) - 1136 nos. (Br. No. 252, 257, 259 on UMB-KLK section and Br. Gen CDO-MRND section) in the section Sr. DEN-NMB bbox=[305, 1048, 451, 1060]
hp2-cell: 250/- bbox=[169, 622, 188, 647]
axis-notice-title: DEMAND NOTICE U/S 13(2) OF SECURITISATION AND RECONSTRUCTION OF FINANCIAL ASSETS AND ENFORCEMENT OF SECURITY INTEREST ACT, 2002 bbox=[292, 635, 572, 647]
hp3-cell: 3 Month bbox=[245, 781, 264, 796]
notice-body-5: ਸ਼੍ਰੀਮਤੀ ਕੁਲਵੰਤ ਕੌਰ ਪਤਨੀ ਸ਼੍ਰੀ ਮਹਿੰਦਰ ਸਿੰਘ ਵਾਸੀ ਮਕਾਨ ਨੰ. 1167 ਜਲੰਧਰ ਨੇ ਦਰਖਾਸਤ ਦਿੱਤੀ ਹੈ ਕਿ ਉਸਦੀ ਪਲਾਟ ਦੀ ਅਸਲ ਫਾਈਲ ਗੁੰਮ ਹੋ ਗਈ ਹੈ। bbox=[292, 561, 378, 588]
au-address: SCO 1, Asha City Square, Abohar, Punjab - 152116. bbox=[608, 829, 736, 836]
axis-table bbox=[292, 663, 572, 696]
axis-bank-demand-notice bbox=[289, 610, 575, 792]
nr2-cell: 25.09.2024 bbox=[538, 1089, 571, 1106]
nr-intro: Open tender through E-tendering are invited on behalf of the President of India, by Sr. Divisional Electrical Engineer/TRD, Northern Railway, Ambala from the willing contractors for the following works on single packet system. The tender documents are available on website www.ireps.gov.in bbox=[292, 816, 572, 826]
axis-cell: 29.04.2024 bbox=[460, 675, 486, 696]
drt-title: OFFICE OF THE RECOVERY OFFICER - I/II DEBTS RECOVERY TRIBUNAL CHANDIGARH (DRT 2) bbox=[672, 239, 764, 257]
court-title: In The Court of Sh. Pardeep Kumar Tehsildar-cum-Assistant Collector. Tanda bbox=[12, 129, 104, 148]
notice-body-2: ਸ਼੍ਰੀ ਆਲਮ ਸਿੰਘ ਪੁੱਤਰ ਸ਼੍ਰੀ ਮੇਜਰ ਸਿੰਘ ਪਲਾਟ ਨੰ. 8223, ਸਾਇਜ਼ 150 ਵ.ਗ. Sector 2, Sanjiv Jawa R/o Sanjiv Jawa R/o Shri SOM PRAKASH JAWA R/o Flat No D Apartments MDC Sector 6 Panchkula Haryana 134114 ਨੇ ਇਸ ਦਫ਼ਤਰ ਵਿੱਚ ਅਰਜ਼ੀ ਦਿੱਤੀ ਹੈ ਕਿ ਉਸਦਾ ਪਲਾਟ ਅਲਾਟਮੈਂਟ ਪੱਤਰ ਗੁੰਮ ਹੋ ਗਿਆ ਹੈ। bbox=[580, 347, 664, 408]
nr-title: NORTHERN RAILWAY bbox=[292, 999, 572, 1011]
page-number: 11 bbox=[755, 2, 767, 14]
hp3-cell: 196171/- bbox=[190, 781, 220, 796]
hp2-cell: 9990/- bbox=[147, 569, 169, 585]
notice-body-4: ਸ਼੍ਰੀ ਆਲਮ ਸਿੰਘ ਪੁੱਤਰ ਸ਼੍ਰੀ ਮੇਜਰ ਸਿੰਘ ਪਲਾਟ ਨੰ. 8223, ਸਾਇਜ਼ 150 ਵ.ਗ. Sector 2, Sanjiv Jawa R/o Sanjiv Jawa R/o Shri SOM PRAKASH JAWA R/o Flat No D Apartments MDC Sector 6 Panchkula Haryana 134114 ਨੇ ਇਸ ਦਫ਼ਤਰ ਵਿੱਚ ਅਰਜ਼ੀ ਦਿੱਤੀ ਹੈ ਕਿ ਉਸਦਾ ਪਲਾਟ ਅਲਾਟਮੈਂਟ ਪੱਤਰ ਗੁੰਮ ਹੋ ਗਿਆ ਹੈ। bbox=[386, 152, 472, 202]
au-new-address-label: New Address bbox=[621, 806, 723, 817]
drt-versus: Versus bbox=[710, 310, 726, 317]
nr2-cell: Proposed Upgradation, Renovating, Certification and Computerization of land plans for Stations, in between Station and Railway Colony area, etc. of Ambala Division bbox=[305, 1077, 451, 1089]
nr1-cell: E-TU-T-05-2024-25 bbox=[293, 841, 318, 854]
hp3-cell: 190909/- bbox=[190, 916, 220, 937]
hp2-cell: Providing Balance FHTC Kotmilh Tanda & Tryambh in GP Kotmilh Tehsil Sadar District Mandi HP bbox=[19, 557, 123, 569]
hp2-col-header: Sr. No bbox=[8, 541, 19, 557]
hp2-cell bbox=[188, 622, 220, 647]
notice-body-2: The detail of Name of work, earnest money, time limit, terms and conditions and other detail of tender can be had from this office and also seen from the Govt. website https://hpjsh.org. bbox=[7, 432, 284, 442]
hp3-cell: 1. bbox=[8, 739, 21, 754]
notice-title: ਗਰੇਟਰ ਮੋਹਾਲੀ ਏਰੀਆ ਵਿਕਾਸ ਅਥਾਰਟੀ bbox=[586, 238, 658, 258]
nr1-cell: 2,74,300/- bbox=[502, 853, 529, 870]
hp2-row bbox=[8, 569, 284, 585]
nr2-col-header: Name of Work bbox=[305, 1036, 451, 1048]
nr1-cell: 3,31,000/- bbox=[502, 841, 529, 854]
axis-notice-body: Whereas the borrowers/co-borrowers/guarantors mentioned herein under had availed the financial assistance from Axis Bank Ltd. We state that despite having availed the financial assistance, the borrowers/guarantors have committed various defaults in repayment of interest and principal amounts as per due dates. The account has been classified as Non-Performing Asset on the respective dates mentioned hereunder. bbox=[292, 648, 572, 661]
person-photo bbox=[624, 267, 644, 291]
hp2-row bbox=[8, 585, 284, 606]
hp3-cell: Restoration of Rain damage of LWSS Halai Majholi in GP Sainj Tehsil Theog Distt Shimla HP (SH:- Laying of Main distribution line from Mashobra to Lalond of 32mm dia from existing LWSS Halai Majholi in GP Sainj under JSV Sub Division Theog) bbox=[20, 937, 190, 964]
hp3-cell: 250/- bbox=[264, 937, 283, 964]
